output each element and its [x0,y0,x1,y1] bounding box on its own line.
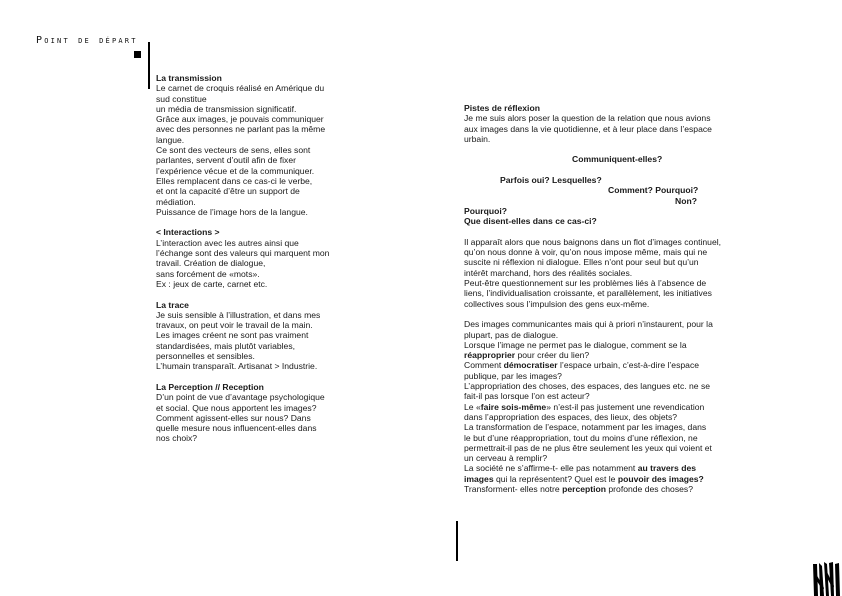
text-fragment: qui la représentent? Quel est le [493,473,618,484]
text-line: travaux, on peut voir le travail de la main. [156,320,313,331]
section-title: Point de départ [36,35,138,46]
emphasis: images [464,473,494,484]
intro-paragraph [464,113,764,144]
text-line: publique, par les images? [464,370,562,381]
text-fragment: pour créer du lien? [515,350,590,361]
text-line: Puissance de l’image hors de la langue. [156,206,308,217]
text-line: suscite ni réflexion ni dialogue. Elles n’ont pour seul but qu’un [464,257,699,268]
question-pourquoi: Pourquoi? [464,205,507,216]
emphasis: réapproprier [464,350,516,361]
text-line: intérêt marchand, hors des réalités sociales. [464,267,633,278]
text-line [464,350,764,360]
emphasis: démocratiser [503,360,558,371]
text-line: un cerveau à remplir? [464,453,548,464]
text-fragment: Transforment- elles notre [464,483,563,494]
text-line: sud constitue [156,93,207,104]
text-line: Ce sont des vecteurs de sens, elles sont [156,145,311,156]
text-line: quelle mesure nous influencent-elles dans [156,423,317,434]
text-line: L’interaction avec les autres ainsi que [156,237,299,248]
text-line: l’expérience vécue et de la communiquer. [156,165,315,176]
black-square-icon [134,51,141,58]
text-line: Peut-être questionnement sur les problèmes liés à l’absence de [464,278,707,289]
text-line: et ont la capacité d’être un support de [156,186,300,197]
text-line [464,360,764,370]
text-line [464,474,764,484]
text-line: Je me suis alors poser la question de la relation que nous avions [464,113,711,124]
emphasis: pouvoir des images? [617,473,704,484]
left-section [156,73,366,217]
question-parfois: Parfois oui? Lesquelles? [500,175,602,186]
zebra-stripes-stamp-icon [812,558,842,596]
text-line [464,402,764,412]
text-line: Il apparaît alors que nous baignons dans un flot d’images continuel, [464,236,722,247]
left-vertical-divider [148,42,150,89]
text-line: qu’on nous donne à voir, qu’on nous impose même, mais qui ne [464,247,708,258]
text-line: parlantes, servent d’outil afin de fixer [156,155,296,166]
text-line: plupart, pas de dialogue. [464,329,559,340]
text-line: La transformation de l’espace, notamment par les images, dans [464,422,707,433]
reflection-heading: Pistes de réflexion [464,103,540,113]
text-line: et social. Que nous apportent les images? [156,402,317,413]
text-line: Le carnet de croquis réalisé en Amérique du [156,83,325,94]
text-line: liens, l’individualisation croissante, et parallèlement, les initiatives [464,288,712,299]
text-line: L’appropriation des choses, des espaces, des langues etc. ne se [464,381,711,392]
text-line: Les images créent ne sont pas vraiment [156,330,309,341]
text-line: fait-il pas lorsque l’on est acteur? [464,391,590,402]
text-line: collectives sous l’impulsion des gens eux-même. [464,298,650,309]
text-line: D’un point de vue d’avantage psychologique [156,392,325,403]
text-line: langue. [156,134,185,145]
left-column [156,73,366,454]
text-fragment: Le « [464,401,481,412]
text-fragment: l’espace urbain, c’est-à-dire l’espace [557,360,700,371]
question-disent: Que disent-elles dans ce cas-ci? [464,216,597,227]
question-communiquent: Communiquent-elles? [572,154,663,165]
emphasis: faire sois-même [480,401,547,412]
text-line: avec des personnes ne parlant pas la même [156,124,326,135]
text-line: aux images dans la vie quotidienne, et à leur place dans l’espace [464,123,712,134]
text-fragment: Comment [464,360,504,371]
emphasis: perception [562,483,607,494]
text-line: le but d’une réappropriation, tout du moins d’une réflexion, ne [464,432,698,443]
text-fragment: profonde des choses? [606,483,693,494]
text-line: dans l’appropriation des espaces, des lieux, des objets? [464,411,678,422]
text-fragment: La société ne s’affirme-t- elle pas notamment [464,463,638,474]
text-line: Elles remplacent dans ce cas-ci le verbe, [156,175,313,186]
text-line: médiation. [156,196,196,207]
section-heading: La transmission [156,73,222,83]
right-vertical-divider [456,521,458,561]
text-line: Grâce aux images, je pouvais communiquer [156,114,324,125]
paragraph-1 [464,237,764,309]
text-line: sans forcément de «mots». [156,268,260,279]
text-line: l’échange sont des valeurs qui marquent mon [156,248,330,259]
text-line: Lorsque l’image ne permet pas le dialogue, comment se la [464,339,687,350]
text-line: Comment agissent-elles sur nous? Dans [156,412,311,423]
text-fragment: » n’est-il pas justement une revendication [546,401,705,412]
left-section [156,382,366,444]
section-heading: < Interactions > [156,227,220,238]
text-line: permettrait-il pas de ne plus être seulement les yeux qui voient et [464,442,712,453]
text-line [464,463,764,473]
text-line: nos choix? [156,433,198,444]
text-line: personnelles et sensibles. [156,351,255,362]
text-line: un média de transmission significatif. [156,103,297,114]
question-comment: Comment? Pourquoi? [608,185,699,196]
section-heading: La Perception // Reception [156,381,264,392]
section-heading: La trace [156,299,189,310]
question-non: Non? [675,195,697,206]
text-line: Ex : jeux de carte, carnet etc. [156,278,268,289]
paragraph-2 [464,319,764,494]
text-line: travail. Création de dialogue, [156,258,266,269]
left-section [156,300,366,372]
text-line: L’humain transparaît. Artisanat > Industrie. [156,361,318,372]
right-column [464,103,764,494]
text-line: Des images communicantes mais qui à priori n’instaurent, pour la [464,319,713,330]
left-section [156,227,366,289]
text-line [464,484,764,494]
text-line: urbain. [464,133,491,144]
text-line: Je suis sensible à l’illustration, et dans mes [156,309,321,320]
emphasis: au travers des [637,463,696,474]
text-line: standardisées, mais plutôt variables, [156,340,296,351]
